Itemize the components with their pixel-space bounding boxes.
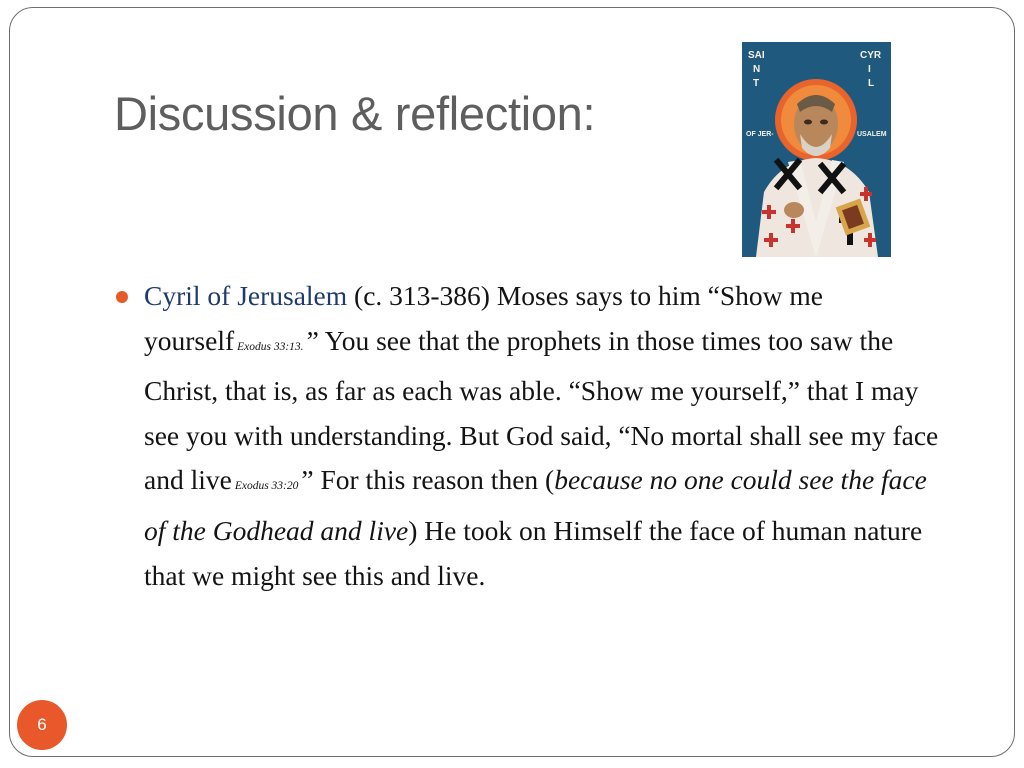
icon-left-label-3: T: [753, 78, 760, 89]
icon-right-label-1: CYR: [860, 50, 882, 61]
text-part-2: ” You see that the prophets in those times too saw the Christ, that is, as far as each was able. “Show me yourself,” that I may see you with understanding. But God said, “No mortal shall see my face and live: [144, 324, 939, 496]
bullet-item: [116, 274, 946, 598]
slide-title: Discussion & reflection:: [114, 87, 596, 140]
icon-left-label-4: OF JER-: [746, 131, 774, 138]
scripture-reference-1: Exodus 33:13.: [237, 340, 304, 353]
highlighted-name: Cyril of Jerusalem: [144, 280, 348, 311]
bullet-text: [144, 274, 946, 598]
text-part-3: ” For this reason then (: [301, 464, 555, 496]
scripture-reference-2: Exodus 33:20: [234, 480, 299, 493]
bullet-dot-icon: [116, 291, 128, 303]
icon-left-label-1: SAI: [748, 50, 765, 61]
icon-right-label-4: USALEM: [857, 131, 887, 138]
saint-cyril-icon-image: [742, 42, 891, 257]
text-part-1: (c. 313-386) Moses says to him “Show me yourself: [144, 280, 824, 356]
text-part-4: ) He took on Himself the face of human nature that we might see this and live.: [144, 514, 923, 591]
italic-phrase: because no one could see the face of the Godhead and live: [144, 464, 927, 546]
icon-right-label-3: L: [868, 78, 875, 89]
icon-left-label-2: N: [753, 64, 761, 75]
icon-right-label-2: I: [868, 64, 871, 75]
slide-number-badge: 6: [17, 700, 67, 750]
